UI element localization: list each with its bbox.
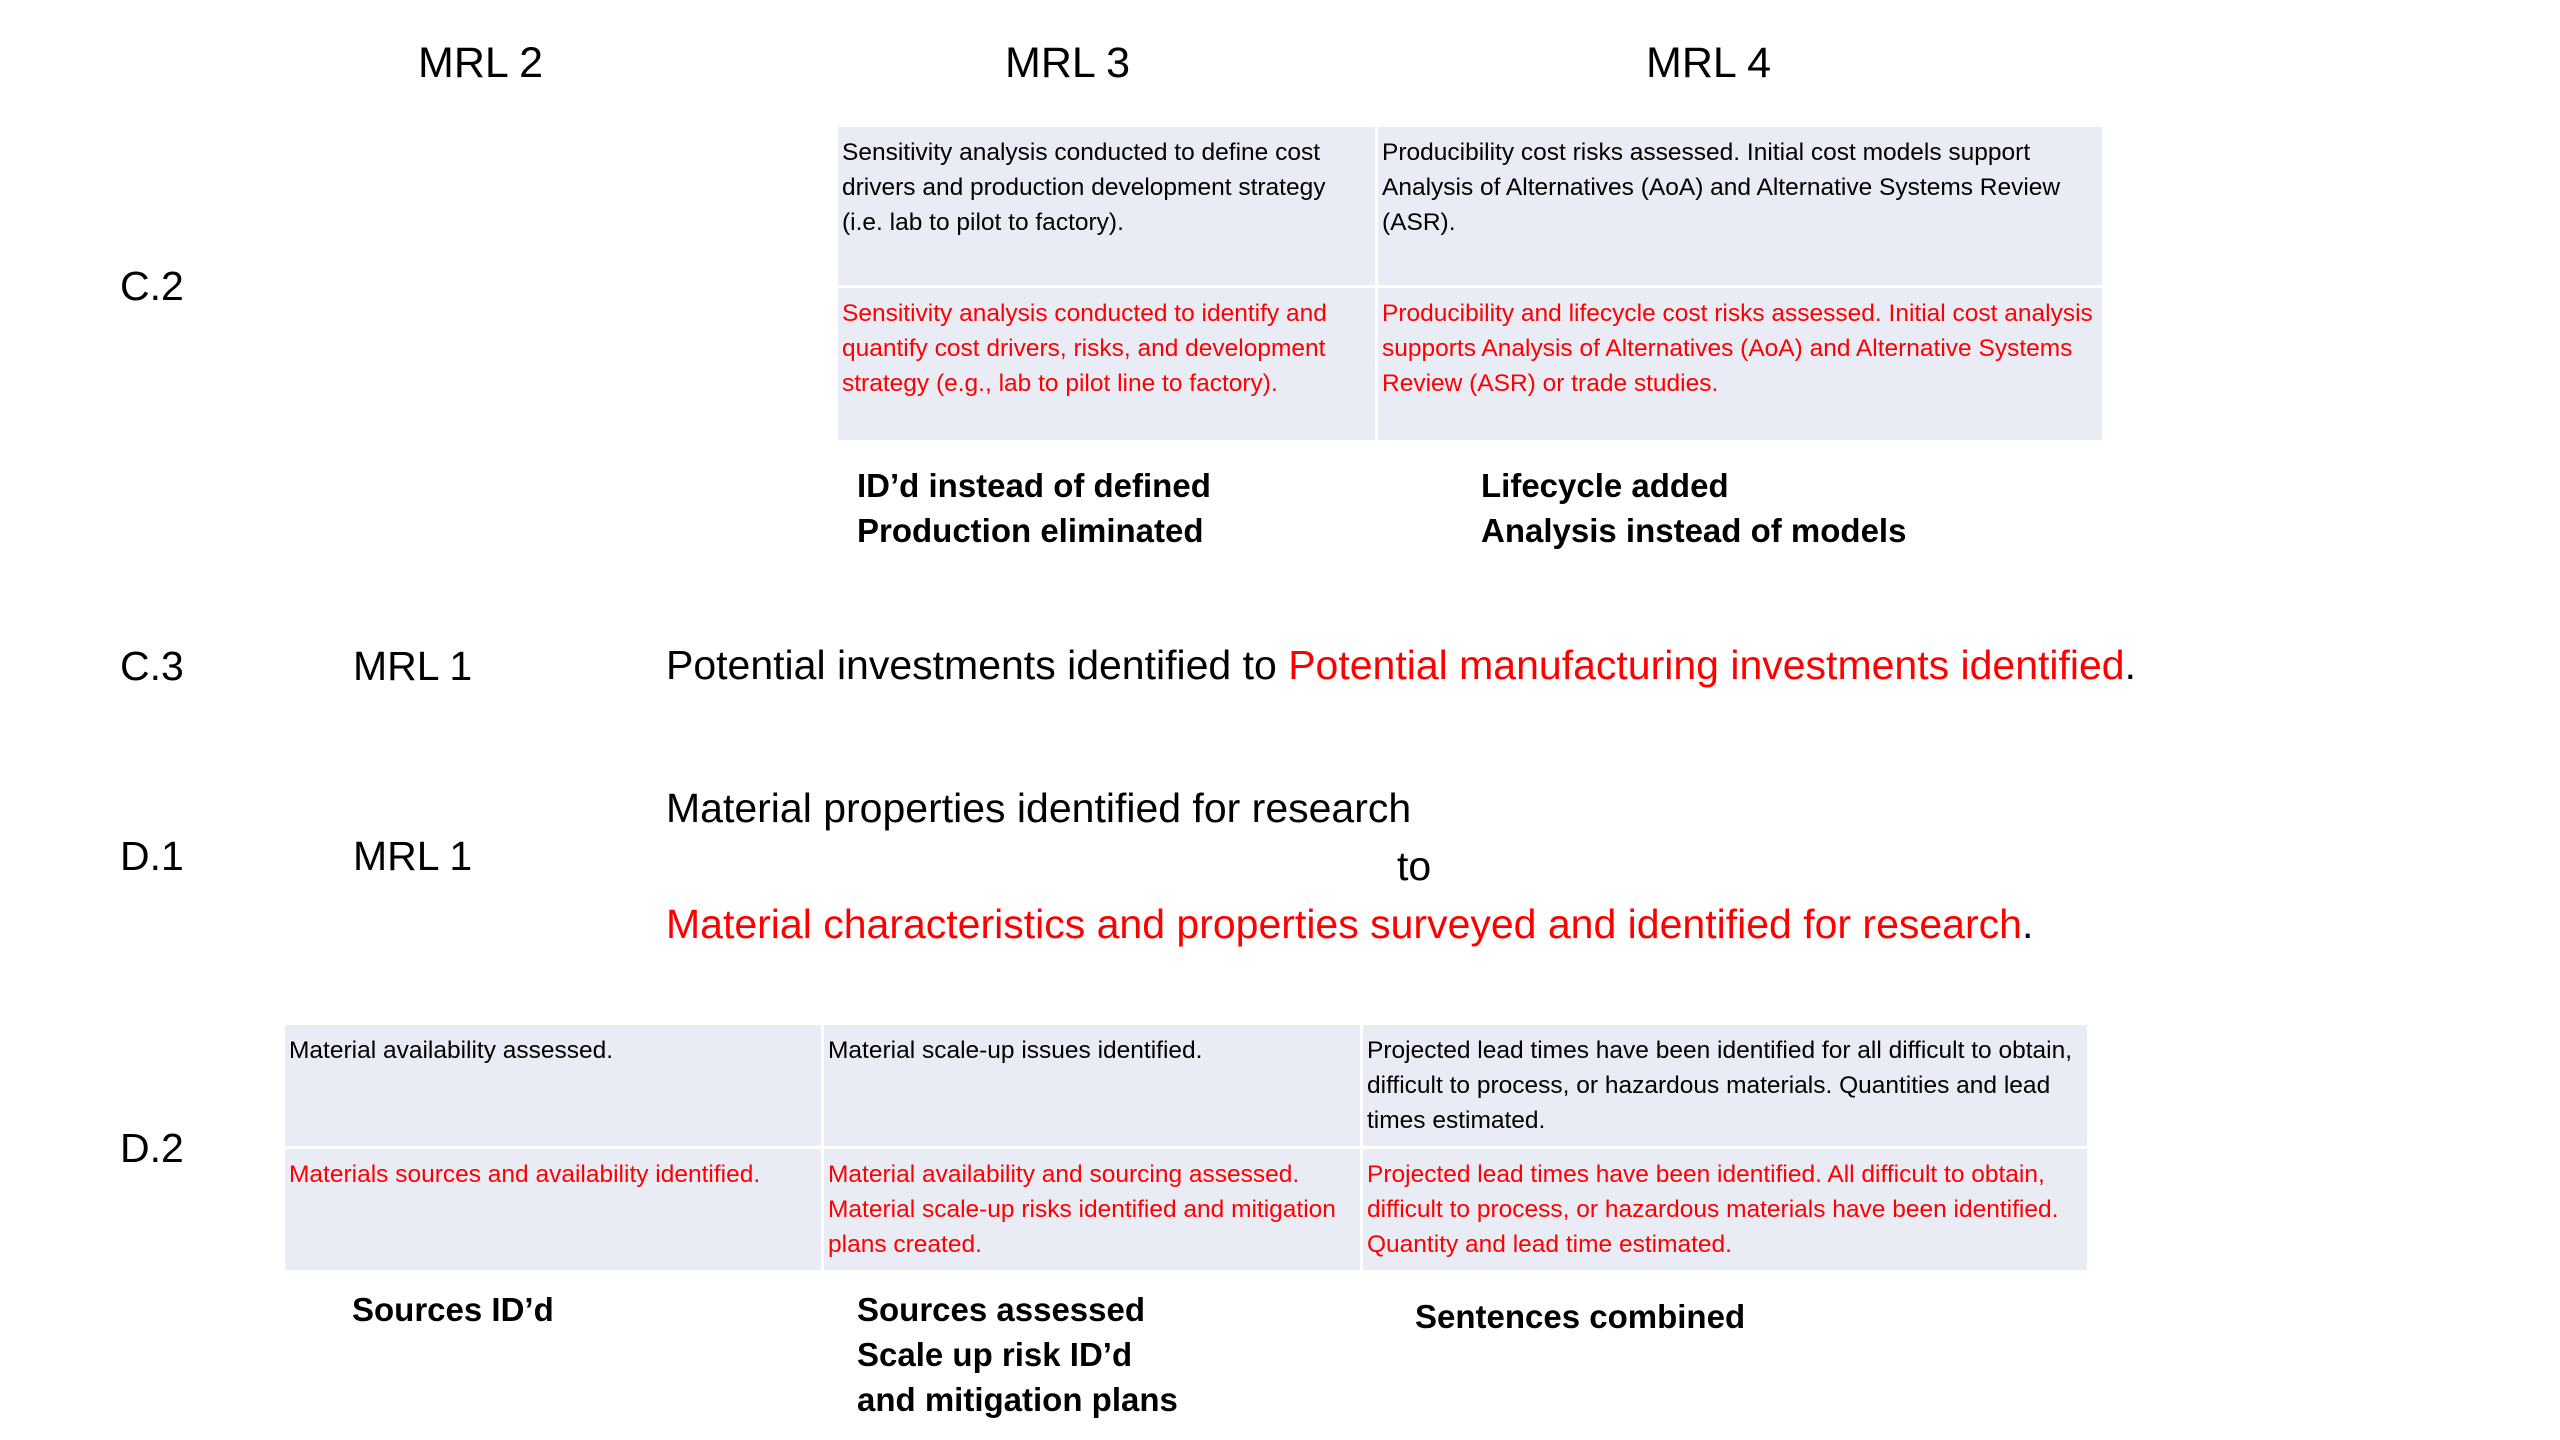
table-row xyxy=(285,1149,2087,1270)
header-mrl-4: MRL 4 xyxy=(1646,39,1772,87)
d1-new-sentence xyxy=(666,901,2034,947)
d1-to-text: to xyxy=(1397,843,1432,889)
c2-note-mrl4 xyxy=(1481,463,1906,553)
d2-new-mrl3-cell: Material availability and sourcing assessed. Material scale-up risks identified and mitigation plans created. xyxy=(824,1149,1360,1270)
d2-note-mrl3-line1: Sources assessed xyxy=(857,1291,1146,1328)
d1-new-text: Material characteristics and properties surveyed and identified for research xyxy=(666,901,2022,947)
d2-old-mrl4-cell: Projected lead times have been identified for all difficult to obtain, difficult to process, or hazardous materials. Quantities and lead times estimated. xyxy=(1363,1025,2087,1146)
table-row xyxy=(838,288,2102,440)
c2-note-mrl4-line1: Lifecycle added xyxy=(1481,467,1729,504)
d1-period: . xyxy=(2021,901,2034,947)
table-row xyxy=(838,127,2102,285)
c2-note-mrl3-line2: Production eliminated xyxy=(857,512,1204,549)
d2-note-mrl3 xyxy=(857,1287,1178,1422)
c2-comparison-table xyxy=(835,124,2105,443)
c3-new-text: Potential manufacturing investments identified xyxy=(1288,642,2125,688)
c3-old-text: Potential investments identified to xyxy=(666,642,1289,688)
c3-mrl-label: MRL 1 xyxy=(353,643,473,689)
d2-note-mrl3-line2: Scale up risk ID’d xyxy=(857,1336,1133,1373)
c2-new-mrl4-cell: Producibility and lifecycle cost risks assessed. Initial cost analysis supports Analysis of Alternatives (AoA) and Alternative Systems Review (ASR) or trade studies. xyxy=(1378,288,2102,440)
d2-old-mrl3-cell: Material scale-up issues identified. xyxy=(824,1025,1360,1146)
table-row xyxy=(285,1025,2087,1146)
c2-note-mrl4-line2: Analysis instead of models xyxy=(1481,512,1907,549)
d2-new-mrl4-cell: Projected lead times have been identified. All difficult to obtain, difficult to process, or hazardous materials have been identified. Quantity and lead time estimated. xyxy=(1363,1149,2087,1270)
d1-label: D.1 xyxy=(120,833,184,879)
c3-period: . xyxy=(2124,642,2137,688)
c2-note-mrl3 xyxy=(857,463,1211,553)
d2-new-mrl2-cell: Materials sources and availability identified. xyxy=(285,1149,821,1270)
d2-note-mrl4: Sentences combined xyxy=(1415,1298,1746,1335)
d1-old-text: Material properties identified for research xyxy=(666,785,1412,831)
c2-old-mrl4-cell: Producibility cost risks assessed. Initial cost models support Analysis of Alternatives (AoA) and Alternative Systems Review (ASR). xyxy=(1378,127,2102,285)
d2-note-mrl3-line3: and mitigation plans xyxy=(857,1381,1178,1418)
c3-label: C.3 xyxy=(120,643,184,689)
c2-new-mrl3-cell: Sensitivity analysis conducted to identify and quantify cost drivers, risks, and development strategy (e.g., lab to pilot line to factory). xyxy=(838,288,1375,440)
c2-old-mrl3-cell: Sensitivity analysis conducted to define cost drivers and production development strategy (i.e. lab to pilot to factory). xyxy=(838,127,1375,285)
d2-label: D.2 xyxy=(120,1125,184,1171)
d2-comparison-table xyxy=(282,1022,2090,1273)
d2-note-mrl2: Sources ID’d xyxy=(352,1291,554,1328)
d1-mrl-label: MRL 1 xyxy=(353,833,473,879)
c2-note-mrl3-line1: ID’d instead of defined xyxy=(857,467,1211,504)
c2-label: C.2 xyxy=(120,263,184,309)
header-mrl-3: MRL 3 xyxy=(1005,39,1131,87)
d2-old-mrl2-cell: Material availability assessed. xyxy=(285,1025,821,1146)
c3-change-sentence xyxy=(666,642,2137,688)
header-mrl-2: MRL 2 xyxy=(418,39,544,87)
